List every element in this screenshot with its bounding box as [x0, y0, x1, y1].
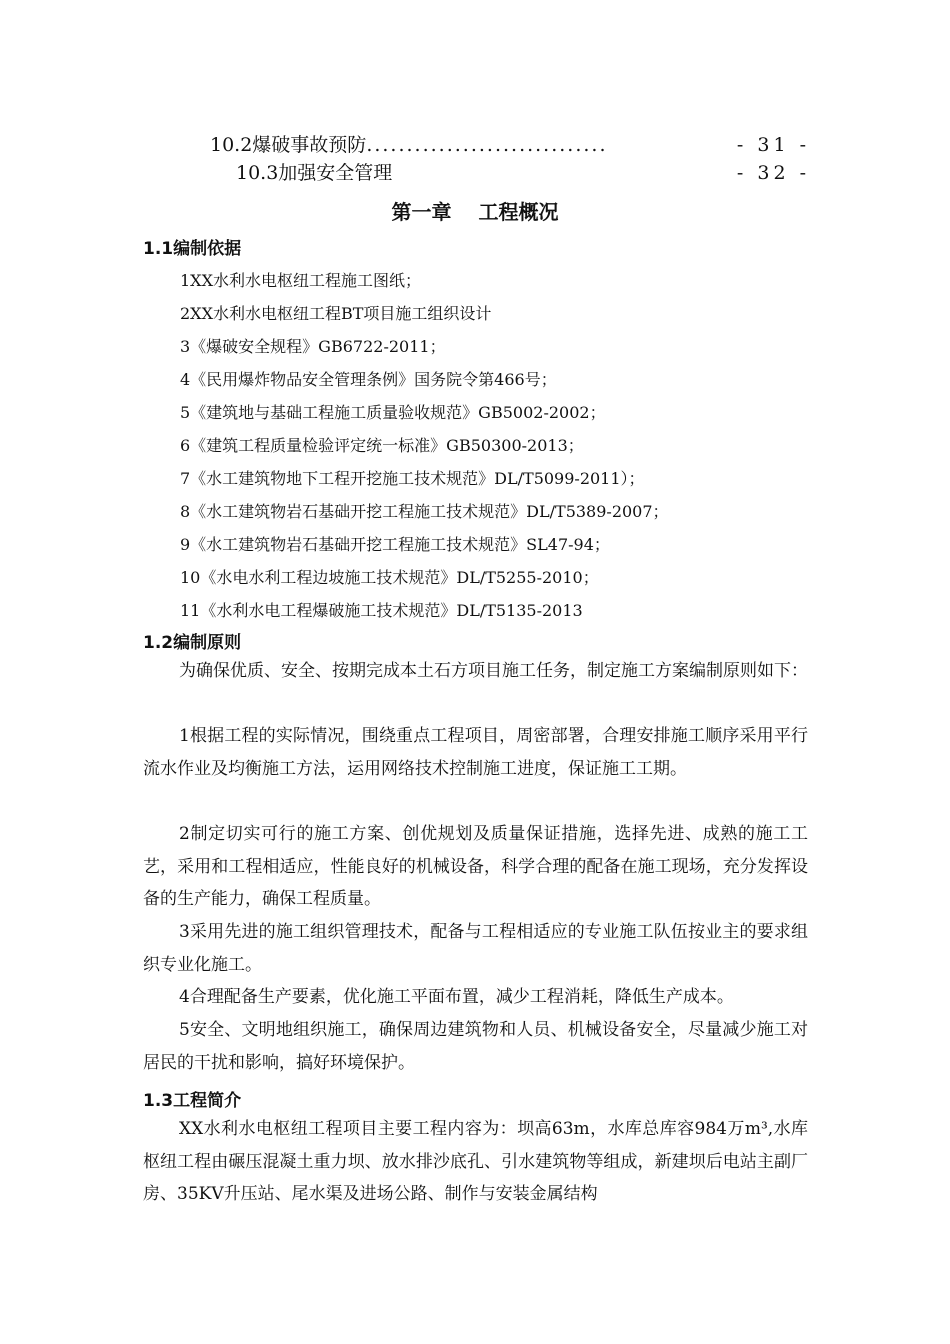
- toc-leader-dots: ..............................: [366, 134, 608, 156]
- paragraph: 5安全、文明地组织施工，确保周边建筑物和人员、机械设备安全，尽量减少施工对居民的干扰和影响，搞好环境保护。: [143, 1020, 808, 1073]
- list-item: 9《水工建筑物岩石基础开挖工程施工技术规范》SL47-94；: [180, 535, 610, 554]
- list-item: 5《建筑地与基础工程施工质量验收规范》GB5002-2002；: [180, 403, 606, 422]
- toc-entry-10-2[interactable]: [210, 130, 810, 157]
- section-heading: 1.1编制依据: [143, 239, 242, 259]
- paragraph: XX水利水电枢纽工程项目主要工程内容为：坝高63m，水库总库容984万m³,水库枢纽工程由碾压混凝土重力坝、放水排沙底孔、引水建筑物等组成，新建坝后电站主副厂房、35KV升压站、尾水渠及进场公路、制作与安装金属结构: [143, 1119, 808, 1204]
- toc-label: 10.3加强安全管理: [236, 162, 393, 184]
- list-item: 6《建筑工程质量检验评定统一标准》GB50300-2013；: [180, 436, 584, 455]
- paragraph: 3采用先进的施工组织管理技术，配备与工程相适应的专业施工队伍按业主的要求组织专业化施工。: [143, 922, 808, 975]
- paragraph: 1根据工程的实际情况，围绕重点工程项目，周密部署，合理安排施工顺序采用平行流水作业及均衡施工方法，运用网络技术控制施工进度，保证施工工期。: [143, 726, 808, 779]
- list-item: 11《水利水电工程爆破施工技术规范》DL/T5135-2013: [180, 601, 583, 620]
- toc-page-number: - 31 -: [736, 134, 810, 156]
- paragraph: 为确保优质、安全、按期完成本土石方项目施工任务，制定施工方案编制原则如下：: [179, 661, 808, 681]
- toc-label: 10.2爆破事故预防: [210, 134, 367, 156]
- list-item: 4《民用爆炸物品安全管理条例》国务院令第466号；: [180, 370, 557, 389]
- section-heading: 1.3工程简介: [143, 1091, 242, 1111]
- paragraph: 2制定切实可行的施工方案、创优规划及质量保证措施，选择先进、成熟的施工工艺，采用和工程相适应，性能良好的机械设备，科学合理的配备在施工现场，充分发挥设备的生产能力，确保工程质量。: [143, 824, 808, 909]
- list-item: 1XX水利水电枢纽工程施工图纸；: [180, 271, 421, 290]
- section-heading: 1.2编制原则: [143, 633, 242, 653]
- chapter-name: 工程概况: [478, 200, 559, 224]
- list-item: 3《爆破安全规程》GB6722-2011；: [180, 337, 446, 356]
- list-item: 10《水电水利工程边坡施工技术规范》DL/T5255-2010；: [180, 568, 599, 587]
- toc-page-number: - 32 -: [736, 162, 810, 184]
- list-item: 8《水工建筑物岩石基础开挖工程施工技术规范》DL/T5389-2007；: [180, 502, 669, 521]
- chapter-number: 第一章: [391, 200, 452, 224]
- chapter-title: [0, 196, 950, 225]
- list-item: 7《水工建筑物地下工程开挖施工技术规范》DL/T5099-2011）；: [180, 469, 645, 488]
- toc-entry-10-3[interactable]: [236, 158, 810, 185]
- list-item: 2XX水利水电枢纽工程BT项目施工组织设计: [180, 304, 492, 323]
- paragraph: 4合理配备生产要素，优化施工平面布置，减少工程消耗，降低生产成本。: [179, 987, 734, 1007]
